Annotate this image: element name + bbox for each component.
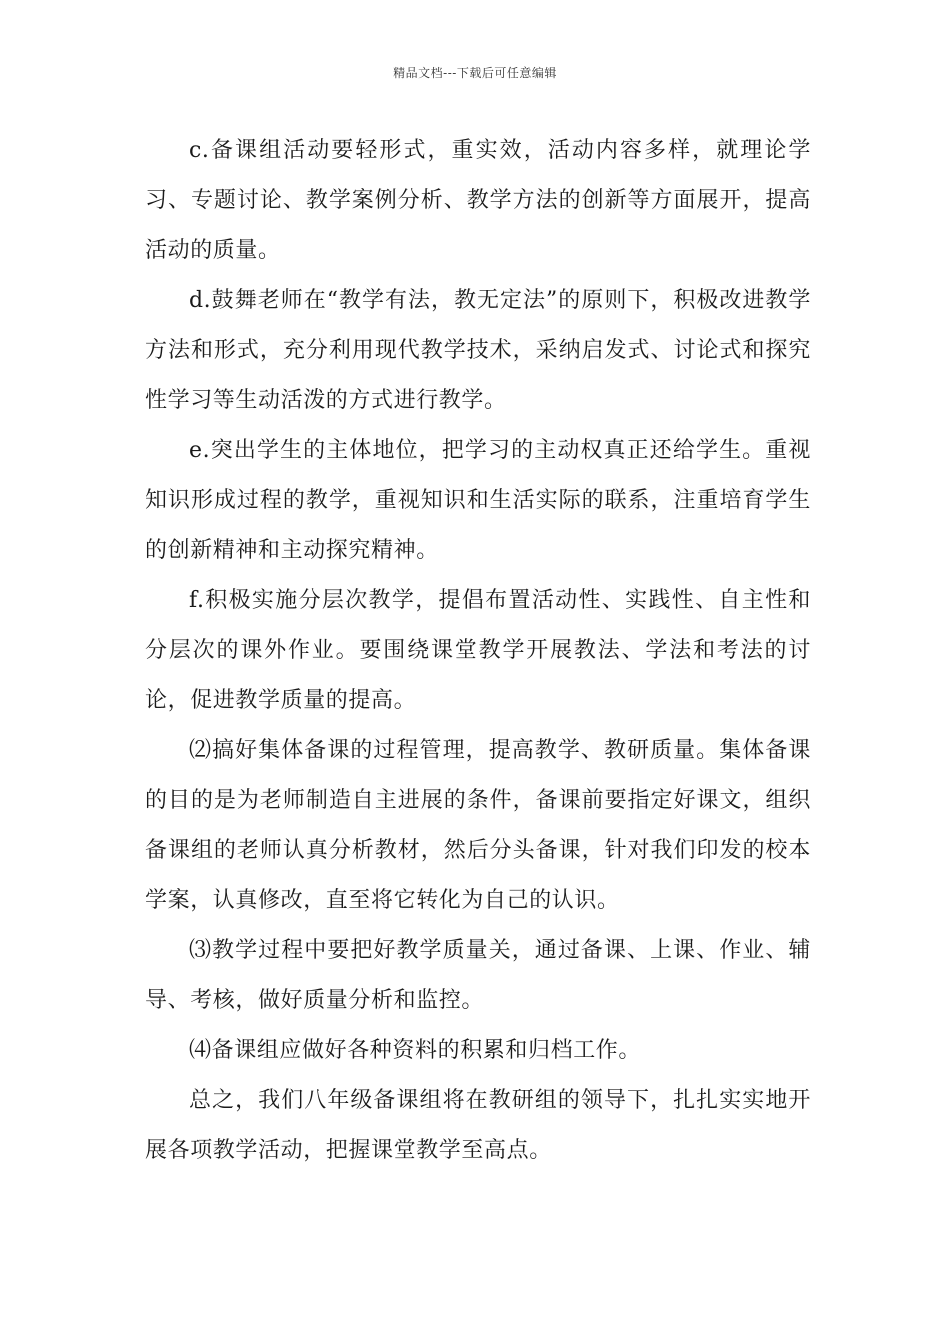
paragraph-c: c.备课组活动要轻形式，重实效，活动内容多样，就理论学习、专题讨论、教学案例分析、教学方法的创新等方面展开，提高活动的质量。 bbox=[145, 138, 811, 263]
paragraph-2: ⑵搞好集体备课的过程管理，提高教学、教研质量。集体备课的目的是为老师制造自主进展的条件，备课前要指定好课文，组织备课组的老师认真分析教材，然后分头备课，针对我们印发的校本学案，认真修改，直至将它转化为自己的认识。 bbox=[145, 738, 811, 913]
document-body bbox=[145, 126, 811, 1176]
paragraph-4: ⑷备课组应做好各种资料的积累和归档工作。 bbox=[189, 1038, 642, 1063]
paragraph-f: f.积极实施分层次教学，提倡布置活动性、实践性、自主性和分层次的课外作业。要围绕课堂教学开展教法、学法和考法的讨论，促进教学质量的提高。 bbox=[145, 588, 811, 713]
page-header: 精品文档---下载后可任意编辑 bbox=[393, 66, 557, 80]
paragraph-summary: 总之，我们八年级备课组将在教研组的领导下，扎扎实实地开展各项教学活动，把握课堂教学至高点。 bbox=[145, 1088, 811, 1163]
paragraph-e: e.突出学生的主体地位，把学习的主动权真正还给学生。重视知识形成过程的教学，重视知识和生活实际的联系，注重培育学生的创新精神和主动探究精神。 bbox=[145, 438, 811, 563]
paragraph-3: ⑶教学过程中要把好教学质量关，通过备课、上课、作业、辅导、考核，做好质量分析和监控。 bbox=[145, 938, 811, 1013]
paragraph-d: d.鼓舞老师在“教学有法，教无定法”的原则下，积极改进教学方法和形式，充分利用现代教学技术，采纳启发式、讨论式和探究性学习等生动活泼的方式进行教学。 bbox=[145, 288, 811, 413]
